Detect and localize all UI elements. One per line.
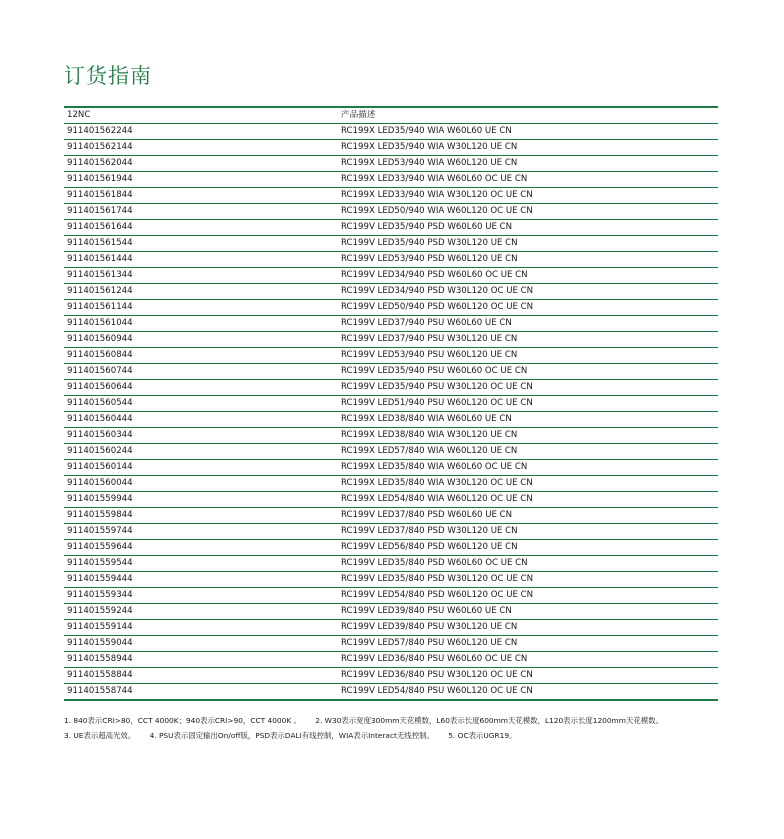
cell-12nc: 911401559744 [64,524,338,540]
cell-product-description: RC199V LED57/840 PSU W60L120 UE CN [338,636,718,652]
cell-product-description: RC199V LED53/940 PSD W60L120 UE CN [338,252,718,268]
table-row [64,204,718,220]
table-row [64,124,718,140]
table-body [64,124,718,701]
table-row [64,684,718,701]
footnote-5: 5. OC表示UGR19。 [448,731,517,740]
table-row [64,444,718,460]
footnote-4: 4. PSU表示固定输出On/off版，PSD表示DALI有线控制，WIA表示Interact无线控制。 [149,731,434,740]
cell-12nc: 911401560144 [64,460,338,476]
cell-12nc: 911401560044 [64,476,338,492]
cell-12nc: 911401559644 [64,540,338,556]
footnote-2: 2. W30表示宽度300mm天花模数，L60表示长度600mm天花模数，L120表示长度1200mm天花模数。 [315,716,663,725]
cell-12nc: 911401559344 [64,588,338,604]
cell-product-description: RC199X LED35/940 WIA W60L60 UE CN [338,124,718,140]
cell-12nc: 911401561844 [64,188,338,204]
table-row [64,140,718,156]
table-row [64,604,718,620]
cell-12nc: 911401561144 [64,300,338,316]
table-row [64,188,718,204]
table-row [64,668,718,684]
table-row [64,428,718,444]
table-row [64,300,718,316]
cell-12nc: 911401560344 [64,428,338,444]
cell-12nc: 911401561644 [64,220,338,236]
cell-12nc: 911401560444 [64,412,338,428]
table-row [64,460,718,476]
cell-product-description: RC199V LED37/940 PSU W30L120 UE CN [338,332,718,348]
cell-product-description: RC199X LED33/940 WIA W60L60 OC UE CN [338,172,718,188]
table-row [64,588,718,604]
cell-product-description: RC199V LED37/840 PSD W30L120 UE CN [338,524,718,540]
cell-12nc: 911401559844 [64,508,338,524]
cell-product-description: RC199X LED53/940 WIA W60L120 UE CN [338,156,718,172]
cell-product-description: RC199V LED37/840 PSD W60L60 UE CN [338,508,718,524]
table-row [64,156,718,172]
cell-product-description: RC199V LED51/940 PSU W60L120 OC UE CN [338,396,718,412]
cell-12nc: 911401561444 [64,252,338,268]
cell-12nc: 911401560744 [64,364,338,380]
cell-12nc: 911401558744 [64,684,338,701]
table-row [64,316,718,332]
cell-product-description: RC199X LED35/940 WIA W30L120 UE CN [338,140,718,156]
table-row [64,268,718,284]
cell-product-description: RC199X LED33/940 WIA W30L120 OC UE CN [338,188,718,204]
table-row [64,572,718,588]
cell-product-description: RC199X LED54/840 WIA W60L120 OC UE CN [338,492,718,508]
table-row [64,540,718,556]
table-row [64,412,718,428]
cell-12nc: 911401559544 [64,556,338,572]
cell-12nc: 911401559244 [64,604,338,620]
cell-product-description: RC199V LED54/840 PSU W60L120 OC UE CN [338,684,718,701]
cell-product-description: RC199V LED35/840 PSD W30L120 OC UE CN [338,572,718,588]
cell-12nc: 911401558844 [64,668,338,684]
cell-product-description: RC199V LED36/840 PSU W60L60 OC UE CN [338,652,718,668]
cell-12nc: 911401559444 [64,572,338,588]
cell-12nc: 911401559044 [64,636,338,652]
header-product-description: 产品描述 [338,107,718,124]
cell-product-description: RC199V LED39/840 PSU W60L60 UE CN [338,604,718,620]
cell-12nc: 911401560644 [64,380,338,396]
table-row [64,556,718,572]
table-row [64,476,718,492]
cell-product-description: RC199V LED34/940 PSD W30L120 OC UE CN [338,284,718,300]
ordering-table [64,106,718,701]
table-row [64,348,718,364]
footnote-line-1 [64,713,724,728]
cell-12nc: 911401559944 [64,492,338,508]
table-row [64,380,718,396]
cell-product-description: RC199V LED54/840 PSD W60L120 OC UE CN [338,588,718,604]
cell-product-description: RC199V LED36/840 PSU W30L120 OC UE CN [338,668,718,684]
footnote-line-2 [64,728,724,743]
table-row [64,492,718,508]
cell-product-description: RC199V LED35/840 PSD W60L60 OC UE CN [338,556,718,572]
footnote-1: 1. 840表示CRI>80，CCT 4000K；940表示CRI>90，CCT 4000K 。 [64,716,301,725]
cell-12nc: 911401560944 [64,332,338,348]
cell-product-description: RC199V LED35/940 PSU W60L60 OC UE CN [338,364,718,380]
cell-product-description: RC199X LED50/940 WIA W60L120 OC UE CN [338,204,718,220]
table-row [64,284,718,300]
cell-product-description: RC199X LED35/840 WIA W60L60 OC UE CN [338,460,718,476]
cell-12nc: 911401560244 [64,444,338,460]
cell-product-description: RC199X LED57/840 WIA W60L120 UE CN [338,444,718,460]
cell-12nc: 911401558944 [64,652,338,668]
table-row [64,620,718,636]
table-row [64,220,718,236]
footnote-3: 3. UE表示超高光效。 [64,731,136,740]
cell-12nc: 911401560844 [64,348,338,364]
cell-product-description: RC199V LED34/940 PSD W60L60 OC UE CN [338,268,718,284]
cell-product-description: RC199V LED56/840 PSD W60L120 UE CN [338,540,718,556]
cell-12nc: 911401561944 [64,172,338,188]
cell-product-description: RC199X LED35/840 WIA W30L120 OC UE CN [338,476,718,492]
cell-12nc: 911401561044 [64,316,338,332]
header-12nc: 12NC [64,107,338,124]
cell-12nc: 911401561544 [64,236,338,252]
cell-12nc: 911401561344 [64,268,338,284]
cell-product-description: RC199V LED35/940 PSD W30L120 UE CN [338,236,718,252]
cell-product-description: RC199V LED53/940 PSU W60L120 UE CN [338,348,718,364]
cell-12nc: 911401562244 [64,124,338,140]
cell-12nc: 911401561244 [64,284,338,300]
table-row [64,364,718,380]
table-row [64,332,718,348]
footnotes [64,713,724,743]
table-row [64,252,718,268]
cell-product-description: RC199V LED35/940 PSU W30L120 OC UE CN [338,380,718,396]
cell-product-description: RC199V LED37/940 PSU W60L60 UE CN [338,316,718,332]
cell-product-description: RC199V LED35/940 PSD W60L60 UE CN [338,220,718,236]
table-row [64,652,718,668]
page-title: 订货指南 [64,64,152,88]
cell-12nc: 911401562044 [64,156,338,172]
cell-product-description: RC199V LED50/940 PSD W60L120 OC UE CN [338,300,718,316]
cell-product-description: RC199V LED39/840 PSU W30L120 UE CN [338,620,718,636]
cell-12nc: 911401560544 [64,396,338,412]
table-row [64,508,718,524]
cell-12nc: 911401559144 [64,620,338,636]
table-row [64,236,718,252]
table-row [64,172,718,188]
table-row [64,636,718,652]
cell-12nc: 911401561744 [64,204,338,220]
cell-product-description: RC199X LED38/840 WIA W30L120 UE CN [338,428,718,444]
cell-product-description: RC199X LED38/840 WIA W60L60 UE CN [338,412,718,428]
table-row [64,396,718,412]
table-header-row [64,107,718,124]
table-row [64,524,718,540]
cell-12nc: 911401562144 [64,140,338,156]
